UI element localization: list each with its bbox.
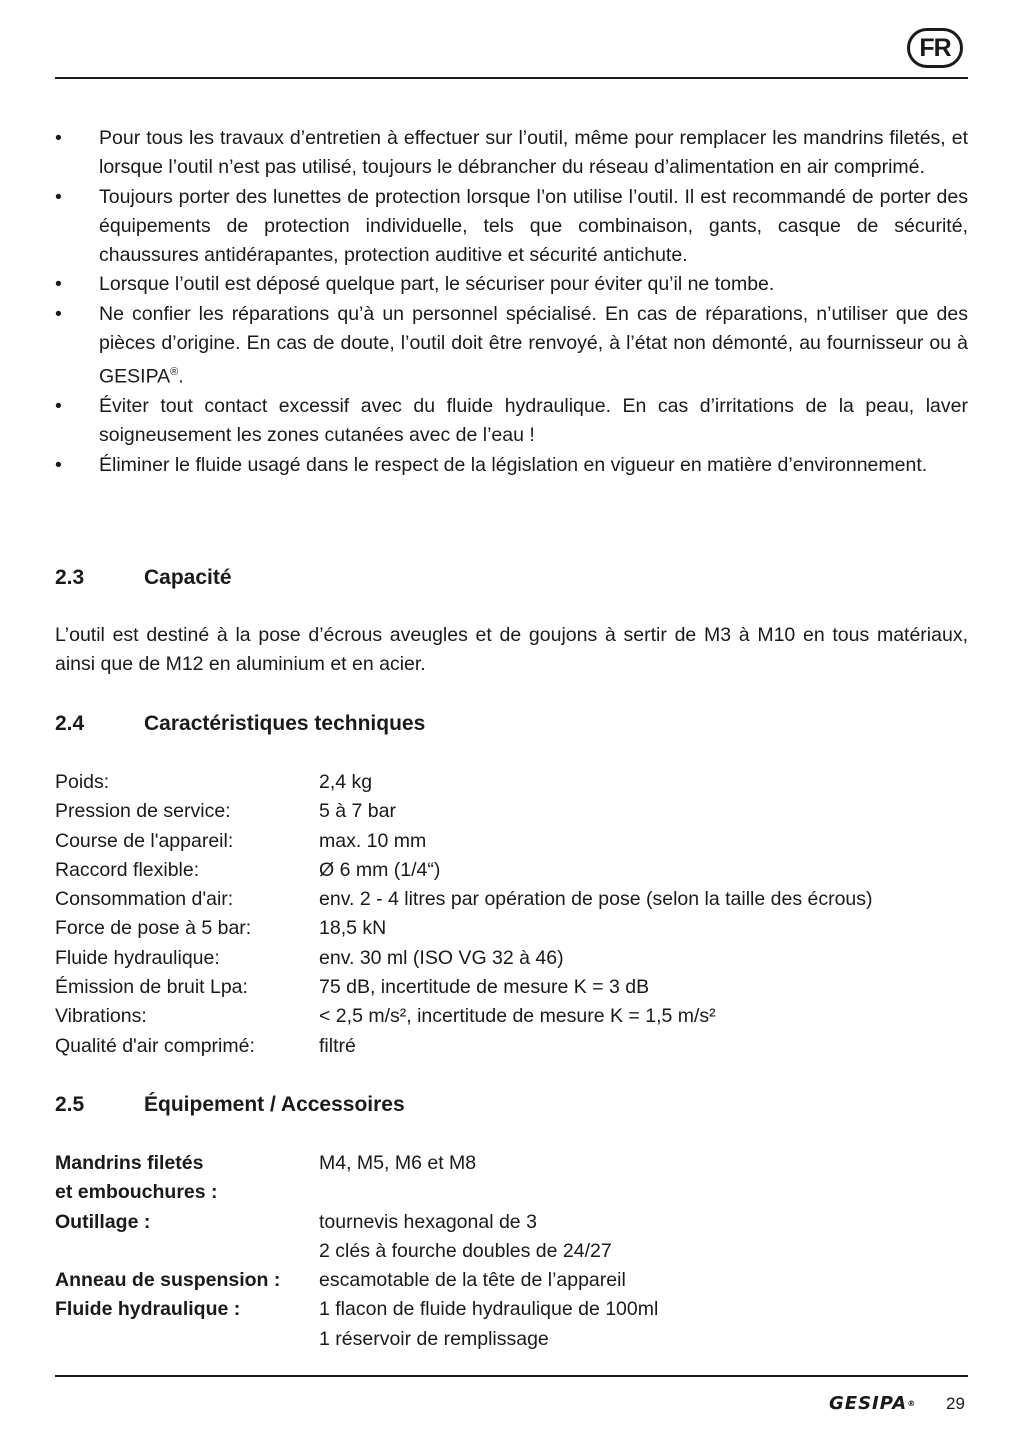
- spec-value: < 2,5 m/s², incertitude de mesure K = 1,5 m/s²: [319, 1005, 716, 1028]
- spec-row: [55, 1002, 968, 1031]
- spec-value: env. 30 ml (ISO VG 32 à 46): [319, 946, 564, 969]
- equipment-table: [55, 1149, 968, 1354]
- spec-value: filtré: [319, 1034, 356, 1057]
- safety-bullet-list: [55, 124, 968, 480]
- spec-label: Fluide hydraulique:: [55, 946, 220, 969]
- spec-label: Qualité d'air comprimé:: [55, 1034, 255, 1057]
- language-badge: [907, 28, 963, 68]
- list-item: [55, 183, 968, 271]
- equipment-label: Outillage :: [55, 1210, 151, 1233]
- language-code: FR: [919, 33, 951, 62]
- gesipa-logo: [829, 1390, 916, 1418]
- equipment-value: 1 flacon de fluide hydraulique de 100ml: [319, 1298, 659, 1321]
- spec-row: [55, 856, 968, 885]
- list-item-tail: .: [178, 365, 184, 388]
- list-item: [55, 300, 968, 392]
- list-item: [55, 451, 968, 480]
- equipment-row: [55, 1266, 968, 1295]
- registered-mark: ®: [170, 366, 179, 379]
- spec-value: Ø 6 mm (1/4“): [319, 858, 441, 881]
- list-item-text: Éliminer le fluide usagé dans le respect de la législation en vigueur en matière d’environnement.: [99, 453, 928, 476]
- bullet-marker: •: [55, 302, 62, 325]
- spec-label: Force de pose à 5 bar:: [55, 917, 252, 940]
- list-item: [55, 124, 968, 183]
- section-number: 2.5: [55, 1093, 85, 1116]
- equipment-value: M4, M5, M6 et M8: [319, 1152, 477, 1174]
- section-title: Capacité: [144, 566, 232, 589]
- spec-label: Course de l'appareil:: [55, 829, 234, 852]
- equipment-row: [55, 1149, 968, 1178]
- section-number: 2.3: [55, 566, 85, 589]
- section-title: Caractéristiques techniques: [144, 712, 426, 735]
- equipment-label: Mandrins filetés: [55, 1152, 204, 1174]
- equipment-label: Anneau de suspension :: [55, 1269, 281, 1292]
- equipment-row: [55, 1295, 968, 1324]
- equipment-value: escamotable de la tête de l’appareil: [319, 1269, 626, 1292]
- bullet-marker: •: [55, 127, 62, 149]
- bullet-marker: •: [55, 273, 62, 296]
- list-item: [55, 392, 968, 451]
- spec-row: [55, 914, 968, 943]
- footer-rule: [55, 1375, 968, 1377]
- equipment-row: [55, 1208, 968, 1237]
- header-rule: [55, 77, 968, 79]
- equipment-value: tournevis hexagonal de 3: [319, 1210, 537, 1233]
- spec-value: 18,5 kN: [319, 917, 387, 940]
- list-item-text: Toujours porter des lunettes de protection lorsque l’on utilise l’outil. Il est recommandé de porter des équipements de protection individuelle, tels que combinaison, gants, casque de sécurité, chaussures antidérapantes, protection auditive et sécurité antichute.: [99, 185, 968, 267]
- spec-label: Émission de bruit Lpa:: [55, 976, 248, 999]
- logo-registered-mark: ®: [907, 1399, 917, 1408]
- spec-row: [55, 973, 968, 1002]
- equipment-value: 2 clés à fourche doubles de 24/27: [319, 1239, 612, 1262]
- section-number: 2.4: [55, 712, 85, 735]
- equipment-value: 1 réservoir de remplissage: [319, 1327, 549, 1350]
- page-number: 29: [946, 1394, 965, 1413]
- capacity-paragraph: L’outil est destiné à la pose d’écrous aveugles et de goujons à sertir de M3 à M10 en tous matériaux, ainsi que de M12 en aluminium et en acier.: [55, 624, 968, 676]
- equipment-label: Fluide hydraulique :: [55, 1298, 241, 1321]
- equipment-row: [55, 1325, 968, 1354]
- spec-value: env. 2 - 4 litres par opération de pose (selon la taille des écrous): [319, 888, 873, 911]
- spec-value: 5 à 7 bar: [319, 800, 396, 823]
- logo-text: GESIPA: [829, 1393, 908, 1414]
- list-item-text: Pour tous les travaux d’entretien à effectuer sur l’outil, même pour remplacer les mandrins filetés, et lorsque l’outil n’est pas utilisé, toujours le débrancher du réseau d’alimentation en air comprimé.: [99, 127, 968, 179]
- spec-label: Vibrations:: [55, 1005, 147, 1028]
- bullet-marker: •: [55, 185, 62, 208]
- spec-value: 75 dB, incertitude de mesure K = 3 dB: [319, 976, 650, 999]
- list-item-text: Lorsque l’outil est déposé quelque part, le sécuriser pour éviter qu’il ne tombe.: [99, 273, 775, 296]
- bullet-marker: •: [55, 395, 62, 418]
- spec-value: max. 10 mm: [319, 829, 427, 852]
- list-item: [55, 270, 968, 299]
- equipment-label: et embouchures :: [55, 1181, 218, 1204]
- spec-row: [55, 885, 968, 914]
- spec-row: [55, 944, 968, 973]
- spec-label: Poids:: [55, 771, 110, 793]
- bullet-marker: •: [55, 453, 62, 476]
- list-item-text: Éviter tout contact excessif avec du fluide hydraulique. En cas d’irritations de la peau, laver soigneusement les zones cutanées avec de l’eau !: [99, 395, 968, 447]
- spec-row: [55, 797, 968, 826]
- spec-row: [55, 1032, 968, 1061]
- spec-value: 2,4 kg: [319, 771, 373, 793]
- section-title: Équipement / Accessoires: [144, 1093, 405, 1116]
- spec-row: [55, 768, 968, 797]
- spec-label: Pression de service:: [55, 800, 231, 823]
- equipment-row: [55, 1178, 968, 1207]
- technical-specs-table: [55, 768, 968, 1061]
- spec-label: Raccord flexible:: [55, 858, 200, 881]
- spec-label: Consommation d'air:: [55, 888, 234, 911]
- list-item-text: Ne confier les réparations qu’à un personnel spécialisé. En cas de réparations, n’utiliser que des pièces d’origine. En cas de doute, l’outil doit être renvoyé, à l’état non démonté, au fournisseur ou à GESIPA: [99, 302, 968, 388]
- equipment-row: [55, 1237, 968, 1266]
- spec-row: [55, 827, 968, 856]
